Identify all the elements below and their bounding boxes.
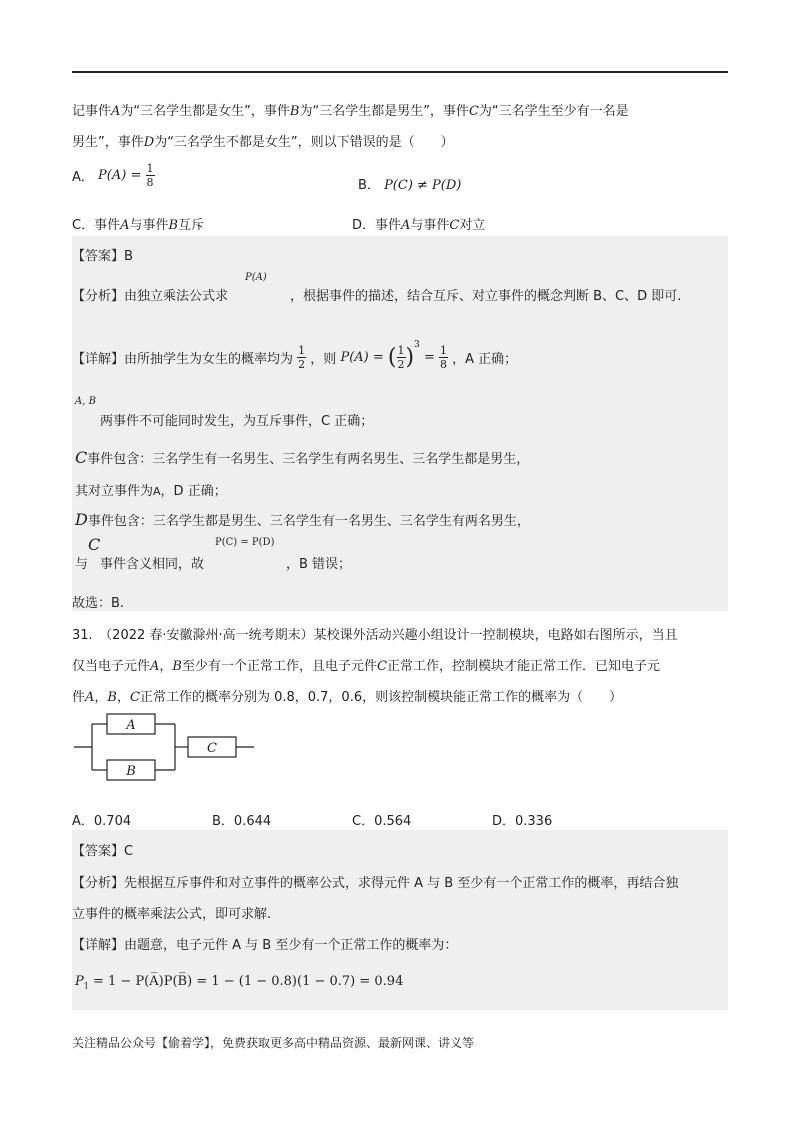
with-line: 与 (75, 557, 89, 572)
d-event-line: D事件包含：三名学生都是男生、三名学生有一名男生、三名学生有两名男生， (75, 510, 530, 529)
right-paren: ) (405, 345, 415, 370)
q31-analysis-line-2: 立事件的概率乘法公式，即可求解. (72, 907, 272, 922)
q30-option-d: D．事件A与事件C对立 (352, 218, 486, 233)
ab-label: A, B (75, 396, 96, 407)
q31-option-b: B．0.644 (212, 814, 272, 829)
circuit-label-b: B (126, 764, 136, 779)
q30-analysis-rest: ，根据事件的描述，结合互斥、对立事件的概念判断 B、C、D 即可. (290, 289, 682, 304)
with-formula: P(C) = P(D) (215, 537, 275, 548)
with-end: ，B 错误； (286, 557, 352, 572)
footer-note: 关注精品公众号【偷着学】，免费获取更多高中精品资源、最新网课、讲义等 (72, 1036, 475, 1050)
fraction-one-half-power: $\frac{1}{2}$ (397, 344, 405, 371)
q31-option-d: D．0.336 (492, 814, 553, 829)
circuit-diagram (70, 706, 260, 788)
q30-choose: 故选：B. (72, 596, 125, 611)
q31-line-1: 31. （2022 春·安徽滁州·高一统考期末）某校课外活动兴趣小组设计一控制模块，电路如右图所示，当且 (72, 628, 678, 643)
q31-analysis-line-1: 【分析】先根据互斥事件和对立事件的概率公式，求得元件 A 与 B 至少有一个正常工作的概率，再结合独 (72, 876, 679, 891)
q30-option-c: C．事件A与事件B互斥 (72, 218, 205, 233)
fraction-one-half: $\frac{1}{2}$ (298, 344, 306, 371)
with-line-text: 事件含义相同，故 (100, 557, 205, 572)
ab-text: 两事件不可能同时发生，为互斥事件，C 正确； (100, 414, 374, 429)
q30-stem-line-1: 记事件A为“三名学生都是女生”，事件B为“三名学生都是男生”，事件C为“三名学生至少有一名是 (72, 104, 629, 119)
circuit-label-a: A (126, 718, 136, 733)
circuit-label-c: C (207, 741, 217, 756)
q30-detail: 【详解】由所抽学生为女生的概率均为 $\frac{1}{2}$ ，则 P(A) = ( $\frac{1}{2}$ )$^3$ = $\frac{1}{8}$ ，A 正确； (72, 340, 518, 371)
q31-formula: $P_1 = 1$ − P(A̅)P(B̅) = 1 − (1 − 0.8)(1 − 0.7) = 0.94 (75, 974, 404, 991)
q31-option-a: A．0.704 (72, 814, 132, 829)
c-event-line: C事件包含：三名学生有一名男生、三名学生有两名男生、三名学生都是男生， (75, 448, 530, 467)
c-opposite-line: 其对立事件为A，D 正确； (75, 484, 227, 499)
q30-option-a: A． P(A) = $\frac{1}{8}$ (72, 162, 154, 189)
q30-option-b: B． P(C) ≠ P(D) (358, 178, 462, 193)
q31-detail: 【详解】由题意，电子元件 A 与 B 至少有一个正常工作的概率为： (72, 938, 458, 953)
header-rule (72, 71, 728, 73)
q30-answer: 【答案】B (72, 249, 133, 264)
left-paren: ( (387, 345, 397, 370)
fraction-result: $\frac{1}{8}$ (440, 344, 448, 371)
q30-analysis: 【分析】由独立乘法公式求 (72, 289, 229, 304)
q31-line-2: 仅当电子元件A，B至少有一个正常工作，且电子元件C正常工作，控制模块才能正常工作．已知电子元 (72, 659, 660, 674)
q30-stem-line-2: 男生”，事件D为“三名学生不都是女生”，则以下错误的是（ ） (72, 135, 454, 150)
q31-answer: 【答案】C (72, 844, 134, 859)
fraction-one-eighth: $\frac{1}{8}$ (146, 162, 154, 189)
q30-analysis-formula: P(A) (245, 272, 267, 283)
with-c-letter: C (88, 535, 101, 554)
q31-line-3: 件A，B，C正常工作的概率分别为 0.8，0.7，0.6，则该控制模块能正常工作的概率为（ ） (72, 690, 623, 705)
q31-option-c: C．0.564 (352, 814, 412, 829)
